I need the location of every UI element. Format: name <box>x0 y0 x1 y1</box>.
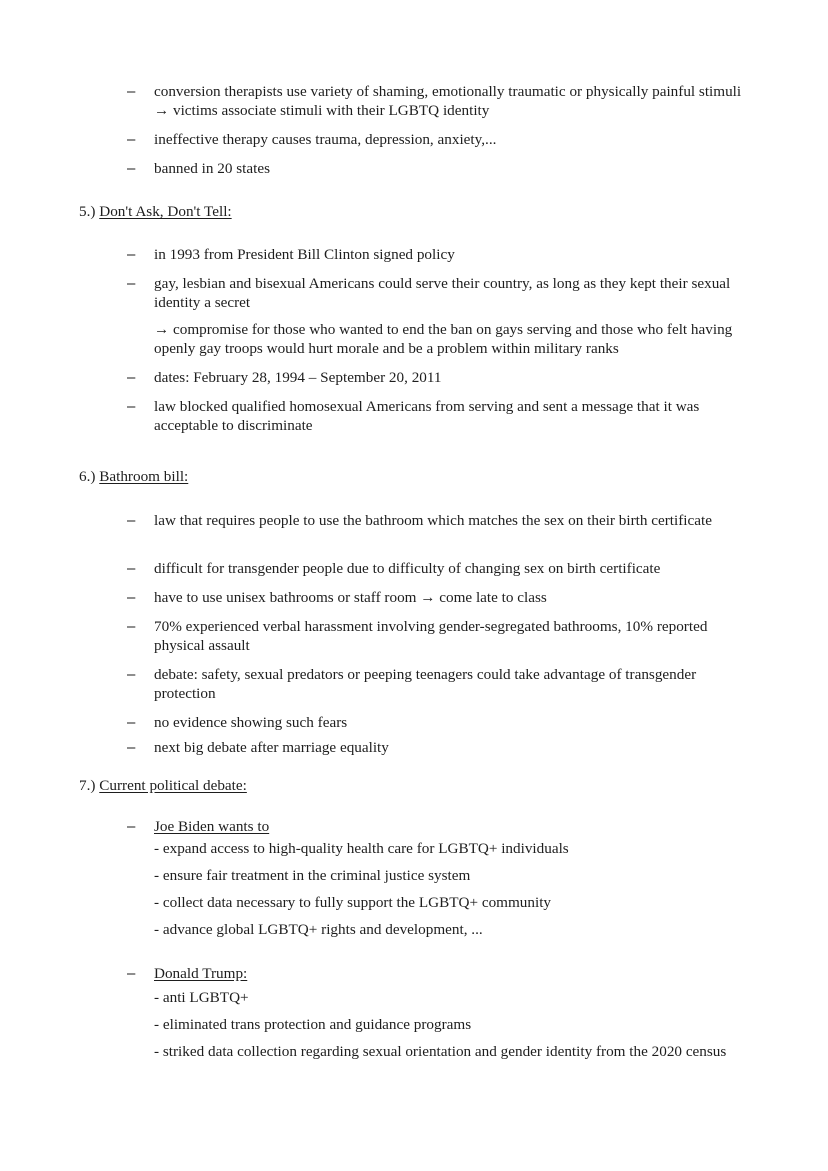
bullet-dash: – <box>127 83 136 100</box>
bullet-dash: – <box>127 589 136 606</box>
bullet-dash: – <box>127 560 136 577</box>
section-title: Don't Ask, Don't Tell: <box>99 203 232 220</box>
bullet-dash: – <box>127 965 136 982</box>
bullet-dash: – <box>127 739 136 756</box>
list-item: 70% experienced verbal harassment involving gender-segregated bathrooms, 10% reported physical assault <box>154 618 708 654</box>
section-title: Current political debate: <box>99 777 247 794</box>
list-item: - striked data collection regarding sexual orientation and gender identity from the 2020 census <box>154 1043 727 1060</box>
list-item: in 1993 from President Bill Clinton signed policy <box>154 246 455 263</box>
bullet-dash: – <box>127 714 136 731</box>
section-number: 7.) <box>79 777 96 794</box>
section-number: 6.) <box>79 468 96 485</box>
list-item: banned in 20 states <box>154 160 270 177</box>
list-item: - expand access to high-quality health care for LGBTQ+ individuals <box>154 840 569 857</box>
bullet-dash: – <box>127 131 136 148</box>
bullet-dash: – <box>127 246 136 263</box>
list-item: dates: February 28, 1994 – September 20, 2011 <box>154 369 442 386</box>
list-item: law blocked qualified homosexual Americans from serving and sent a message that it was acceptable to discriminate <box>154 398 700 434</box>
section-number: 5.) <box>79 203 96 220</box>
list-item: ineffective therapy causes trauma, depression, anxiety,... <box>154 131 497 148</box>
bullet-dash: – <box>127 398 136 415</box>
list-item: - collect data necessary to fully support the LGBTQ+ community <box>154 894 552 911</box>
subsection-title-trump: Donald Trump: <box>154 965 248 982</box>
section-heading-5 <box>79 202 232 221</box>
subsection-title-biden: Joe Biden wants to <box>154 818 270 835</box>
list-item: next big debate after marriage equality <box>154 739 389 756</box>
section-title: Bathroom bill: <box>99 468 189 485</box>
list-item: conversion therapists use variety of shaming, emotionally traumatic or physically painful stimuli → victims associate stimuli with their LGBTQ identity <box>154 83 742 119</box>
list-item: - ensure fair treatment in the criminal justice system <box>154 867 471 884</box>
bullet-dash: – <box>127 275 136 292</box>
section-heading-7 <box>79 776 247 795</box>
bullet-dash: – <box>127 512 136 529</box>
list-item: have to use unisex bathrooms or staff room → come late to class <box>154 589 547 606</box>
bullet-dash: – <box>127 666 136 683</box>
list-item: debate: safety, sexual predators or peeping teenagers could take advantage of transgender protection <box>154 666 697 702</box>
list-item: - anti LGBTQ+ <box>154 989 249 1006</box>
section-heading-6 <box>79 467 188 486</box>
list-note: → compromise for those who wanted to end the ban on gays serving and those who felt having openly gay troops would hurt morale and be a problem within military ranks <box>154 321 733 357</box>
list-item: gay, lesbian and bisexual Americans could serve their country, as long as they kept their sexual identity a secret <box>154 275 731 311</box>
list-item: - eliminated trans protection and guidance programs <box>154 1016 472 1033</box>
bullet-dash: – <box>127 369 136 386</box>
list-item: no evidence showing such fears <box>154 714 348 731</box>
bullet-dash: – <box>127 618 136 635</box>
bullet-dash: – <box>127 160 136 177</box>
list-item: difficult for transgender people due to difficulty of changing sex on birth certificate <box>154 560 661 577</box>
bullet-dash: – <box>127 818 136 835</box>
list-item: law that requires people to use the bathroom which matches the sex on their birth certificate <box>154 512 712 529</box>
list-item: - advance global LGBTQ+ rights and development, ... <box>154 921 483 938</box>
